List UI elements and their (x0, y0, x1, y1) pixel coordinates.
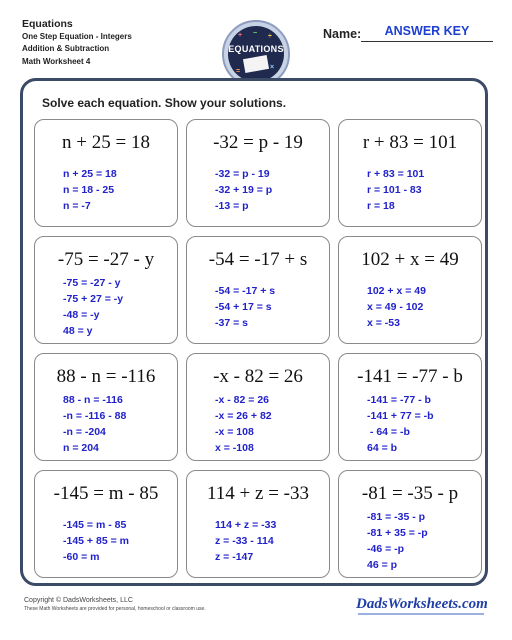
problem-card (186, 353, 330, 461)
solution-steps (63, 517, 129, 565)
solution-step: -x - 82 = 26 (215, 394, 269, 406)
solution-step: -37 = s (215, 317, 248, 329)
problem-card (338, 236, 482, 344)
paper-icon (243, 55, 269, 73)
solution-step: -145 + 85 = m (63, 535, 129, 547)
solution-step: -141 + 77 = -b (367, 410, 434, 422)
problem-card (186, 470, 330, 578)
solution-steps (215, 166, 272, 214)
solution-step: -13 = p (215, 200, 249, 212)
badge-inner (228, 26, 284, 82)
solution-step: -145 = m - 85 (63, 519, 127, 531)
badge-divide-icon: ÷ (268, 33, 272, 40)
solution-steps (367, 392, 434, 456)
solution-steps (63, 392, 126, 456)
solution-step: -75 + 27 = -y (63, 293, 124, 305)
solution-step: 48 = y (63, 325, 93, 337)
answer-key: ANSWER KEY (384, 24, 470, 38)
worksheet-number: Math Worksheet 4 (22, 56, 91, 66)
footer-copyright (24, 597, 206, 612)
solution-step: z = -147 (215, 551, 254, 563)
copyright-text: Copyright © DadsWorksheets, LLC (24, 597, 133, 604)
problem-equation: -81 = -35 - p (361, 483, 459, 504)
usage-note: These Math Worksheets are provided for personal, homeschool or classroom use. (24, 606, 206, 612)
solution-step: -46 = -p (367, 543, 405, 555)
problem-card (186, 236, 330, 344)
worksheet-subtitle-1: One Step Equation - Integers (22, 31, 132, 41)
solution-step: n = -7 (63, 200, 91, 212)
badge-equals-icon: = (236, 68, 241, 75)
solution-step: -60 = m (63, 551, 100, 563)
solution-step: r = 18 (367, 200, 395, 212)
solution-step: -48 = -y (63, 309, 100, 321)
logo-underline (358, 613, 484, 615)
problem-equation: -75 = -27 - y (57, 249, 155, 270)
solution-step: -75 = -27 - y (63, 277, 121, 289)
badge-text: EQUATIONS (228, 44, 284, 54)
problem-equation: r + 83 = 101 (362, 132, 458, 153)
solution-step: r + 83 = 101 (367, 168, 425, 180)
solution-step: n + 25 = 18 (63, 168, 117, 180)
problem-card (338, 119, 482, 227)
problem-card (338, 470, 482, 578)
solution-step: -54 + 17 = s (215, 301, 272, 313)
worksheet-subtitle-2: Addition & Subtraction (22, 44, 110, 53)
problem-equation: -32 = p - 19 (213, 132, 303, 153)
solution-step: z = -33 - 114 (215, 535, 274, 547)
solution-step: -x = 108 (215, 426, 254, 438)
solution-step: -54 = -17 + s (215, 285, 276, 297)
name-line (361, 41, 493, 42)
solution-steps (367, 166, 424, 214)
problem-equation: 102 + x = 49 (361, 249, 459, 270)
solution-step: x = -53 (367, 317, 400, 329)
problem-card (34, 119, 178, 227)
logo-text: DadsWorksheets.com (356, 596, 488, 612)
solution-step: 64 = b (367, 442, 398, 454)
solution-step: 88 - n = -116 (63, 394, 123, 406)
solution-steps (367, 509, 428, 573)
solution-step: -n = -116 - 88 (63, 410, 127, 422)
solution-step: 114 + z = -33 (215, 519, 277, 531)
solution-step: -81 = -35 - p (367, 511, 426, 523)
solution-step: -141 = -77 - b (367, 394, 431, 406)
solution-steps (367, 283, 426, 331)
solution-step: 102 + x = 49 (367, 285, 426, 297)
solution-step: n = 18 - 25 (63, 184, 115, 196)
problem-equation: -145 = m - 85 (53, 483, 159, 504)
solution-step: - 64 = -b (367, 426, 410, 438)
name-label: Name: (323, 27, 362, 41)
problem-equation: -54 = -17 + s (208, 249, 308, 270)
solution-step: r = 101 - 83 (367, 184, 422, 196)
dadsworksheets-logo (350, 592, 490, 618)
solution-steps (215, 283, 275, 331)
solution-step: 46 = p (367, 559, 398, 571)
badge-plus-icon: + (238, 32, 243, 39)
solution-steps (63, 166, 117, 214)
solution-steps (63, 275, 123, 339)
solution-step: -x = 26 + 82 (215, 410, 272, 422)
solution-step: -81 + 35 = -p (367, 527, 428, 539)
problem-card (186, 119, 330, 227)
badge-times-icon: × (270, 64, 275, 71)
solution-step: x = -108 (215, 442, 254, 454)
instructions: Solve each equation. Show your solutions. (42, 96, 287, 110)
solution-step: x = 49 - 102 (367, 301, 424, 313)
problem-equation: 88 - n = -116 (56, 366, 156, 387)
problem-card (34, 353, 178, 461)
problem-card (338, 353, 482, 461)
solution-step: n = 204 (63, 442, 99, 454)
problem-card (34, 470, 178, 578)
solution-step: -32 + 19 = p (215, 184, 273, 196)
problem-card (34, 236, 178, 344)
solution-step: -32 = p - 19 (215, 168, 270, 180)
solution-steps (215, 517, 276, 565)
badge-minus-icon: − (253, 30, 258, 37)
problem-equation: n + 25 = 18 (62, 132, 150, 153)
worksheet-title: Equations (22, 18, 73, 30)
worksheet-header (22, 18, 132, 68)
solution-steps (215, 392, 272, 456)
problem-equation: -141 = -77 - b (357, 366, 463, 387)
solution-step: -n = -204 (63, 426, 106, 438)
problem-equation: -x - 82 = 26 (213, 366, 303, 387)
problem-equation: 114 + z = -33 (207, 483, 309, 504)
